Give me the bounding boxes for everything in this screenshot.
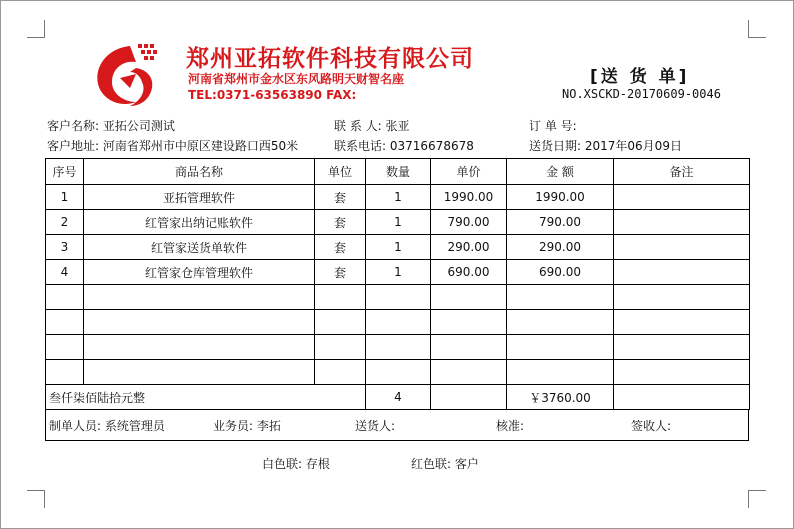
cell-index: 2	[46, 210, 84, 235]
cell-quantity	[366, 360, 431, 385]
order-number	[529, 117, 577, 134]
cell-price	[431, 285, 507, 310]
cell-remark	[614, 285, 750, 310]
table-header-row	[46, 159, 750, 185]
signature-row	[45, 410, 749, 441]
customer-address	[47, 137, 298, 154]
cell-unit	[315, 360, 366, 385]
cell-price: 790.00	[431, 210, 507, 235]
total-quantity: 4	[366, 385, 431, 410]
salesman-field: 业务员: 李拓	[213, 419, 281, 433]
cell-amount: 790.00	[507, 210, 614, 235]
cell-remark	[614, 260, 750, 285]
total-row	[46, 385, 750, 410]
cell-quantity	[366, 285, 431, 310]
table-row	[46, 210, 750, 235]
cell-unit	[315, 335, 366, 360]
header-index: 序号	[46, 159, 84, 185]
total-remark-empty	[614, 385, 750, 410]
maker-field: 制单人员: 系统管理员	[49, 419, 165, 433]
contact-phone	[334, 137, 474, 154]
cell-unit: 套	[315, 185, 366, 210]
cell-product: 亚拓管理软件	[84, 185, 315, 210]
cell-unit	[315, 285, 366, 310]
total-amount: ￥3760.00	[507, 385, 614, 410]
cell-quantity	[366, 335, 431, 360]
company-address: 河南省郑州市金水区东风路明天财智名座	[188, 72, 405, 86]
table-row	[46, 360, 750, 385]
delivery-date	[529, 137, 682, 154]
cell-quantity: 1	[366, 185, 431, 210]
table-row	[46, 260, 750, 285]
cell-index	[46, 285, 84, 310]
cell-amount: 1990.00	[507, 185, 614, 210]
cell-quantity: 1	[366, 235, 431, 260]
cell-price: 690.00	[431, 260, 507, 285]
cell-price: 1990.00	[431, 185, 507, 210]
cell-index: 4	[46, 260, 84, 285]
cell-product	[84, 335, 315, 360]
cell-remark	[614, 360, 750, 385]
items-table	[45, 158, 750, 410]
cell-amount	[507, 310, 614, 335]
cell-unit	[315, 310, 366, 335]
cell-remark	[614, 185, 750, 210]
crop-mark-bottom-left	[27, 490, 45, 508]
company-phone: TEL:0371-63563890 FAX:	[188, 88, 357, 102]
cell-remark	[614, 210, 750, 235]
checker-field: 核准:	[496, 419, 525, 433]
customer-name-value: 亚拓公司测试	[102, 119, 175, 133]
cell-amount: 690.00	[507, 260, 614, 285]
cell-product: 红管家仓库管理软件	[84, 260, 315, 285]
cell-product	[84, 310, 315, 335]
customer-name	[47, 117, 175, 134]
table-row	[46, 335, 750, 360]
contact-person	[334, 117, 410, 134]
header-product: 商品名称	[84, 159, 315, 185]
company-logo-icon	[90, 38, 162, 110]
phone-value: 03716678678	[389, 139, 474, 153]
header-quantity: 数量	[366, 159, 431, 185]
date-label: 送货日期:	[529, 139, 582, 153]
cell-index	[46, 335, 84, 360]
phone-label: 联系电话:	[334, 139, 387, 153]
header-remark: 备注	[614, 159, 750, 185]
customer-name-label: 客户名称:	[47, 119, 100, 133]
cell-amount	[507, 360, 614, 385]
cell-quantity	[366, 310, 431, 335]
doc-number: NO.XSCKD-20170609-0046	[562, 87, 721, 101]
cell-price	[431, 335, 507, 360]
cell-index: 3	[46, 235, 84, 260]
header-price: 单价	[431, 159, 507, 185]
cell-price	[431, 310, 507, 335]
table-row	[46, 285, 750, 310]
cell-remark	[614, 235, 750, 260]
cell-remark	[614, 335, 750, 360]
company-name: 郑州亚拓软件科技有限公司	[186, 46, 474, 72]
cell-amount: 290.00	[507, 235, 614, 260]
total-amount-words: 叁仟柒佰陆拾元整	[46, 385, 366, 410]
customer-address-value: 河南省郑州市中原区建设路口西50米	[102, 139, 299, 153]
cell-quantity: 1	[366, 210, 431, 235]
cell-product: 红管家出纳记账软件	[84, 210, 315, 235]
cell-price	[431, 360, 507, 385]
cell-index: 1	[46, 185, 84, 210]
customer-address-label: 客户地址:	[47, 139, 100, 153]
doc-title: [送 货 单]	[590, 67, 690, 87]
contact-value: 张亚	[385, 119, 410, 133]
order-label: 订 单 号:	[529, 119, 577, 133]
cell-unit: 套	[315, 210, 366, 235]
date-value: 2017年06月09日	[584, 139, 682, 153]
cell-index	[46, 310, 84, 335]
header-unit: 单位	[315, 159, 366, 185]
white-copy-note: 白色联: 存根	[262, 457, 330, 471]
cell-product	[84, 285, 315, 310]
receiver-field: 签收人:	[631, 419, 672, 433]
cell-unit: 套	[315, 235, 366, 260]
crop-mark-top-right	[748, 20, 766, 38]
crop-mark-top-left	[27, 20, 45, 38]
red-copy-note: 红色联: 客户	[411, 457, 479, 471]
crop-mark-bottom-right	[748, 490, 766, 508]
header-amount: 金 额	[507, 159, 614, 185]
total-price-empty	[431, 385, 507, 410]
cell-remark	[614, 310, 750, 335]
cell-index	[46, 360, 84, 385]
cell-amount	[507, 335, 614, 360]
table-row	[46, 185, 750, 210]
contact-label: 联 系 人:	[334, 119, 382, 133]
cell-product	[84, 360, 315, 385]
cell-quantity: 1	[366, 260, 431, 285]
deliverer-field: 送货人:	[355, 419, 396, 433]
table-row	[46, 235, 750, 260]
cell-unit: 套	[315, 260, 366, 285]
cell-amount	[507, 285, 614, 310]
cell-price: 290.00	[431, 235, 507, 260]
cell-product: 红管家送货单软件	[84, 235, 315, 260]
table-row	[46, 310, 750, 335]
